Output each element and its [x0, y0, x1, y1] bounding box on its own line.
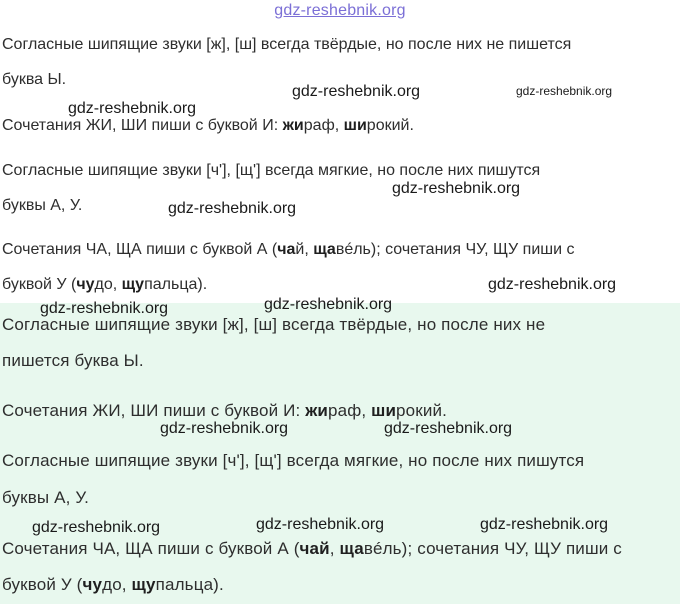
rule-line: Согласные шипящие звуки [ч'], [щ'] всегда мягкие, но после них пишутся	[2, 451, 585, 470]
watermark: gdz-reshebnik.org	[488, 276, 617, 293]
watermark: gdz-reshebnik.org	[264, 296, 393, 313]
watermark: gdz-reshebnik.org	[392, 180, 521, 197]
rule-line: Сочетания ЖИ, ШИ пиши с буквой И: жираф, широкий.	[2, 117, 414, 134]
rule-line: Сочетания ЧА, ЩА пиши с буквой А (чай, щавéль); сочетания ЧУ, ЩУ пиши с	[2, 539, 622, 558]
rule-line: Согласные шипящие звуки [ч'], [щ'] всегда мягкие, но после них пишутся	[2, 162, 541, 179]
rule-line: Согласные шипящие звуки [ж], [ш] всегда твёрдые, но после них не пишется	[2, 36, 572, 53]
rule-line: буквы А, У.	[2, 488, 89, 507]
watermark: gdz-reshebnik.org	[160, 420, 289, 437]
rule-line: буквы А, У.	[2, 197, 83, 214]
rule-line: Сочетания ЧА, ЩА пиши с буквой А (чай, щавéль); сочетания ЧУ, ЩУ пиши с	[2, 241, 575, 258]
answer-rules-section	[0, 303, 680, 604]
watermark: gdz-reshebnik.org	[256, 516, 385, 533]
rule-line: буквой У (чудо, щупальца).	[2, 575, 224, 594]
rule-line: Согласные шипящие звуки [ж], [ш] всегда твёрдые, но после них не	[2, 315, 546, 334]
watermark: gdz-reshebnik.org	[516, 84, 613, 98]
rule-line: буква Ы.	[2, 71, 67, 88]
watermark: gdz-reshebnik.org	[480, 516, 609, 533]
rule-line: буквой У (чудо, щупальца).	[2, 276, 208, 293]
watermark: gdz-reshebnik.org	[292, 83, 421, 100]
watermark: gdz-reshebnik.org	[40, 300, 169, 317]
watermark: gdz-reshebnik.org	[68, 100, 197, 117]
site-link[interactable]: gdz-reshebnik.org	[274, 2, 406, 19]
rule-line: пишется буква Ы.	[2, 351, 144, 370]
rule-line: Сочетания ЖИ, ШИ пиши с буквой И: жираф, широкий.	[2, 401, 448, 420]
watermark: gdz-reshebnik.org	[168, 200, 297, 217]
watermark: gdz-reshebnik.org	[32, 519, 161, 536]
watermark: gdz-reshebnik.org	[384, 420, 513, 437]
